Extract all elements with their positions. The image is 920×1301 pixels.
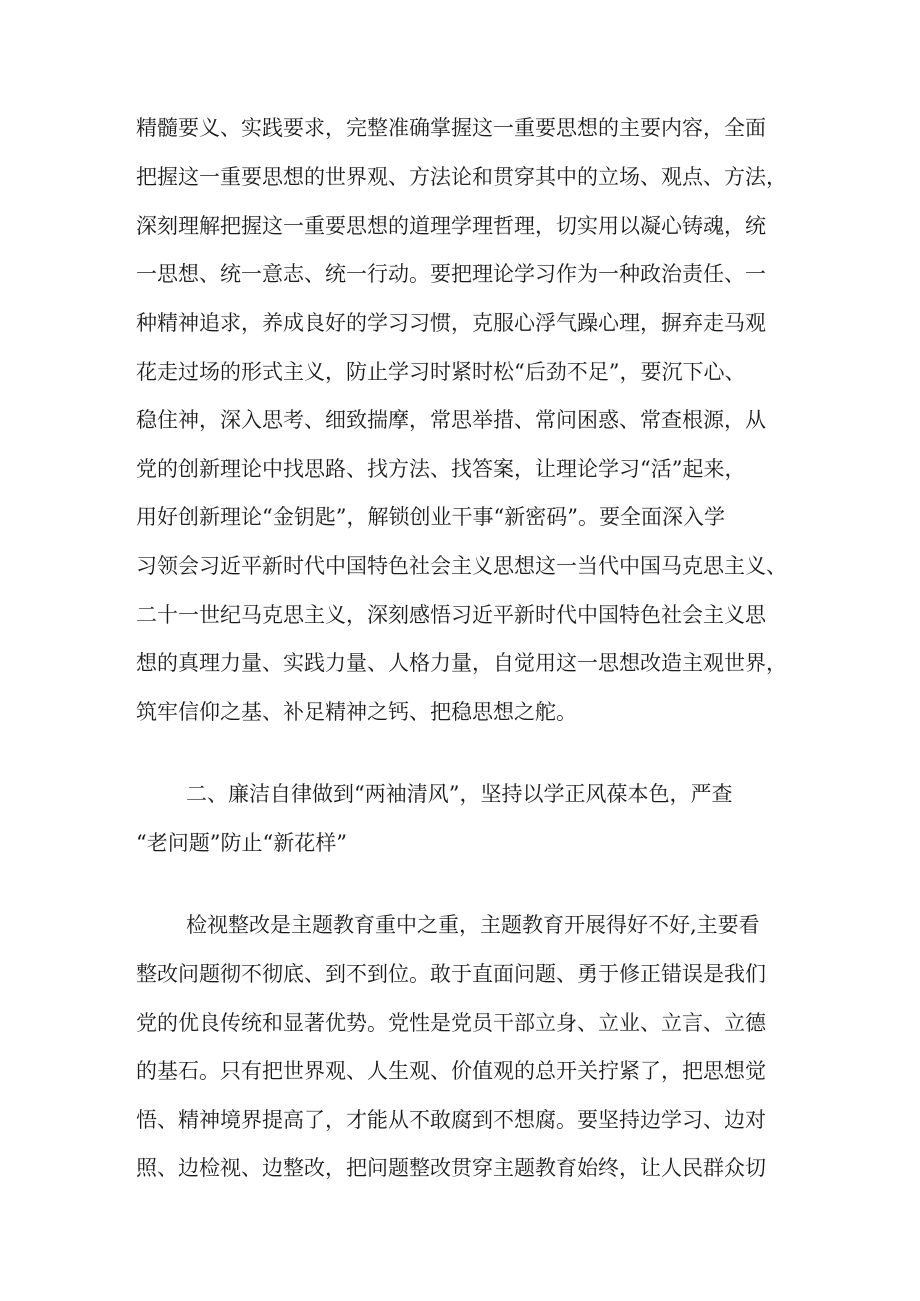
text-line: 想的真理力量、实践力量、人格力量，自觉用这一思想改造主观世界， <box>136 651 787 675</box>
text-line: 悟、精神境界提高了，才能从不敢腐到不想腐。要坚持边学习、边对 <box>136 1108 766 1132</box>
text-line: 一思想、统一意志、统一行动。要把理论学习作为一种政治责任、一 <box>136 262 766 286</box>
text-line: 把握这一重要思想的世界观、方法论和贯穿其中的立场、观点、方法， <box>136 165 787 189</box>
text-line: 精髓要义、实践要求，完整准确掌握这一重要思想的主要内容，全面 <box>136 116 766 140</box>
text-line: 检视整改是主题教育重中之重，主题教育开展得好不好,主要看 <box>186 913 760 937</box>
text-line: 稳住神，深入思考、细致揣摩，常思举措、常问困惑、常查根源，从 <box>136 408 766 432</box>
text-line: 深刻理解把握这一重要思想的道理学理哲理，切实用以凝心铸魂，统 <box>136 214 766 238</box>
text-line: 用好创新理论“金钥匙”，解锁创业干事“新密码”。要全面深入学 <box>136 505 725 529</box>
heading-line: “老问题”防止“新花样” <box>136 831 347 855</box>
text-line: 种精神追求，养成良好的学习习惯，克服心浮气躁心理，摒弃走马观 <box>136 311 766 335</box>
text-line: 党的创新理论中找思路、找方法、找答案，让理论学习“活”起来， <box>136 457 746 481</box>
text-line: 筑牢信仰之基、补足精神之钙、把稳思想之舵。 <box>136 700 577 724</box>
text-line: 整改问题彻不彻底、到不到位。敢于直面问题、勇于修正错误是我们 <box>136 962 766 986</box>
text-line: 二十一世纪马克思主义，深刻感悟习近平新时代中国特色社会主义思 <box>136 603 766 627</box>
text-line: 习领会习近平新时代中国特色社会主义思想这一当代中国马克思主义、 <box>136 554 787 578</box>
heading-line: 二、廉洁自律做到“两袖清风”，坚持以学正风葆本色，严查 <box>186 782 733 806</box>
text-line: 党的优良传统和显著优势。党性是党员干部立身、立业、立言、立德 <box>136 1011 766 1035</box>
text-line: 的基石。只有把世界观、人生观、价值观的总开关拧紧了，把思想觉 <box>136 1059 766 1083</box>
text-line: 照、边检视、边整改，把问题整改贯穿主题教育始终，让人民群众切 <box>136 1156 766 1180</box>
text-line: 花走过场的形式主义，防止学习时紧时松“后劲不足”，要沉下心、 <box>136 360 746 384</box>
